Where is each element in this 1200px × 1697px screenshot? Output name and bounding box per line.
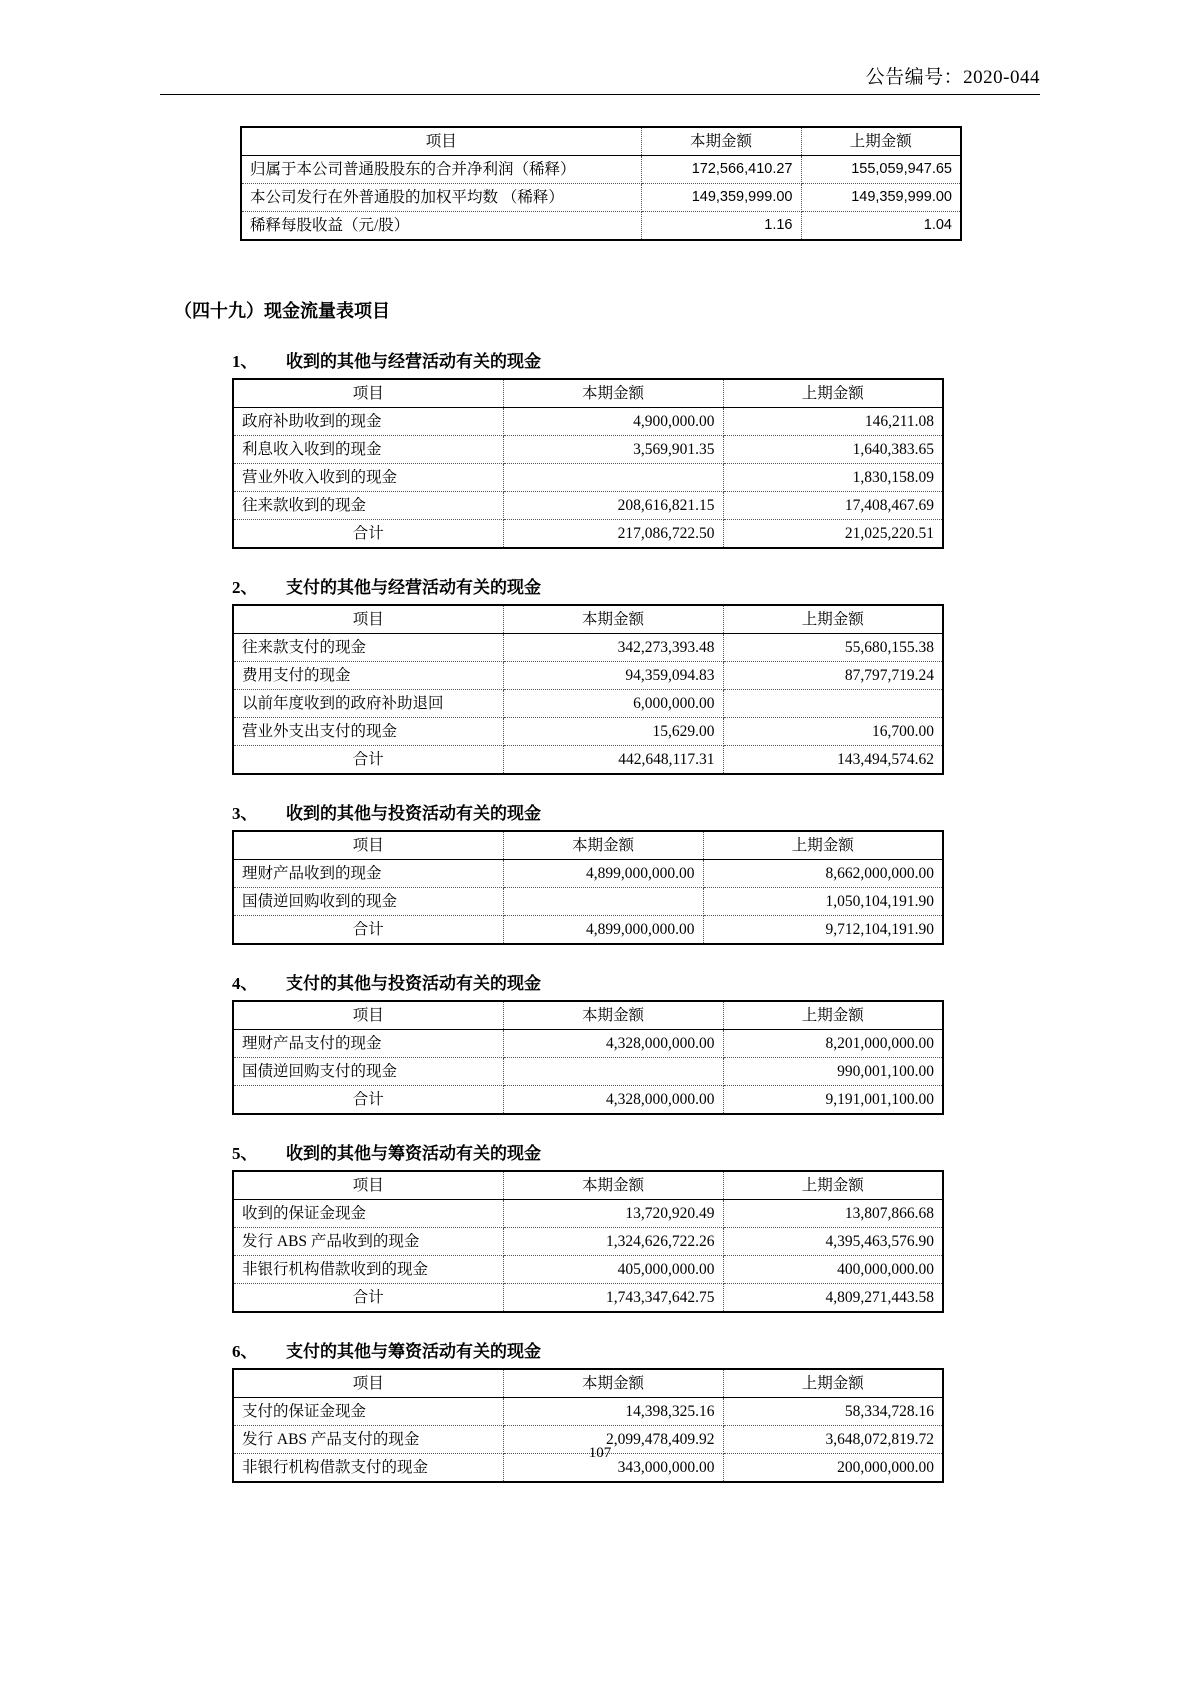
table-row-total — [233, 1086, 943, 1115]
column-header-item: 项目 — [233, 1001, 503, 1030]
cell-current: 342,273,393.48 — [503, 634, 723, 662]
column-header-current: 本期金额 — [503, 379, 723, 408]
header-divider — [160, 94, 1040, 95]
cell-label: 往来款收到的现金 — [233, 492, 503, 520]
cell-previous — [723, 690, 943, 718]
table-header-row — [233, 831, 943, 860]
table-row — [233, 662, 943, 690]
cell-total-label: 合计 — [233, 916, 503, 945]
cell-previous: 87,797,719.24 — [723, 662, 943, 690]
table-row-total — [233, 746, 943, 775]
cell-current: 1.16 — [641, 212, 801, 241]
cell-total-current: 442,648,117.31 — [503, 746, 723, 775]
announcement-number: 公告编号：2020-044 — [865, 67, 1040, 88]
table-row — [233, 408, 943, 436]
table-row-total — [233, 1284, 943, 1313]
table-row — [233, 888, 943, 916]
table-diluted-eps — [240, 126, 962, 241]
cell-label: 理财产品收到的现金 — [233, 860, 503, 888]
cell-label: 归属于本公司普通股股东的合并净利润（稀释） — [241, 156, 641, 184]
column-header-item: 项目 — [233, 831, 503, 860]
cell-previous: 400,000,000.00 — [723, 1256, 943, 1284]
table-header-row — [241, 127, 961, 156]
cell-current: 208,616,821.15 — [503, 492, 723, 520]
subsection-title-2 — [232, 573, 1040, 598]
cell-previous: 990,001,100.00 — [723, 1058, 943, 1086]
cell-previous: 17,408,467.69 — [723, 492, 943, 520]
cell-current — [503, 888, 703, 916]
cell-label: 稀释每股收益（元/股） — [241, 212, 641, 241]
cell-total-label: 合计 — [233, 746, 503, 775]
cell-label: 以前年度收到的政府补助退回 — [233, 690, 503, 718]
column-header-item: 项目 — [233, 379, 503, 408]
column-header-previous: 上期金额 — [723, 605, 943, 634]
page-header — [160, 62, 1040, 89]
cell-label: 政府补助收到的现金 — [233, 408, 503, 436]
column-header-current: 本期金额 — [503, 1171, 723, 1200]
cell-label: 非银行机构借款收到的现金 — [233, 1256, 503, 1284]
column-header-current: 本期金额 — [503, 605, 723, 634]
cell-previous: 1,050,104,191.90 — [703, 888, 943, 916]
cell-label: 利息收入收到的现金 — [233, 436, 503, 464]
cell-label: 国债逆回购支付的现金 — [233, 1058, 503, 1086]
column-header-previous: 上期金额 — [723, 1001, 943, 1030]
table-row — [233, 1256, 943, 1284]
table-row — [233, 690, 943, 718]
subsection-label-6: 支付的其他与筹资活动有关的现金 — [286, 1342, 541, 1361]
cell-current: 3,569,901.35 — [503, 436, 723, 464]
cell-label: 支付的保证金现金 — [233, 1398, 503, 1426]
cell-label: 收到的保证金现金 — [233, 1200, 503, 1228]
table-row — [233, 492, 943, 520]
cell-label: 发行 ABS 产品收到的现金 — [233, 1228, 503, 1256]
cell-total-current: 4,328,000,000.00 — [503, 1086, 723, 1115]
cell-total-label: 合计 — [233, 520, 503, 549]
cell-previous: 58,334,728.16 — [723, 1398, 943, 1426]
cell-current — [503, 464, 723, 492]
table-row — [233, 1058, 943, 1086]
cell-current: 2,099,478,409.92 — [503, 1426, 723, 1454]
subsection-title-1 — [232, 347, 1040, 372]
table-row — [233, 860, 943, 888]
cell-total-current: 1,743,347,642.75 — [503, 1284, 723, 1313]
cell-previous: 55,680,155.38 — [723, 634, 943, 662]
cell-previous: 8,201,000,000.00 — [723, 1030, 943, 1058]
table-wrap-6 — [232, 1368, 1040, 1483]
table-header-row — [233, 379, 943, 408]
cell-current: 13,720,920.49 — [503, 1200, 723, 1228]
cell-label: 非银行机构借款支付的现金 — [233, 1454, 503, 1483]
table-header-row — [233, 1369, 943, 1398]
cell-previous: 1.04 — [801, 212, 961, 241]
column-header-item: 项目 — [241, 127, 641, 156]
cell-current: 1,324,626,722.26 — [503, 1228, 723, 1256]
subsection-label-2: 支付的其他与经营活动有关的现金 — [286, 578, 541, 597]
table-other-cash-received-operating — [232, 378, 944, 549]
column-header-previous: 上期金额 — [723, 379, 943, 408]
cell-total-previous: 4,809,271,443.58 — [723, 1284, 943, 1313]
cell-current: 15,629.00 — [503, 718, 723, 746]
cell-previous: 1,640,383.65 — [723, 436, 943, 464]
page-number: 107 — [588, 1445, 612, 1461]
cell-label: 营业外支出支付的现金 — [233, 718, 503, 746]
cell-current: 343,000,000.00 — [503, 1454, 723, 1483]
table-other-cash-paid-financing — [232, 1368, 944, 1483]
table-row-total — [233, 520, 943, 549]
column-header-item: 项目 — [233, 605, 503, 634]
cell-label: 本公司发行在外普通股的加权平均数 （稀释） — [241, 184, 641, 212]
table-row — [233, 1398, 943, 1426]
subsection-title-6 — [232, 1337, 1040, 1362]
table-header-row — [233, 605, 943, 634]
cell-label: 理财产品支付的现金 — [233, 1030, 503, 1058]
cell-previous: 8,662,000,000.00 — [703, 860, 943, 888]
table-row — [241, 212, 961, 241]
cell-label: 往来款支付的现金 — [233, 634, 503, 662]
cell-label: 营业外收入收到的现金 — [233, 464, 503, 492]
table-wrap-2 — [232, 604, 1040, 775]
table-wrap-5 — [232, 1170, 1040, 1313]
subsection-label-4: 支付的其他与投资活动有关的现金 — [286, 974, 541, 993]
cell-total-current: 4,899,000,000.00 — [503, 916, 703, 945]
table-other-cash-received-investing — [232, 830, 944, 945]
table-header-row — [233, 1001, 943, 1030]
table-row — [233, 1200, 943, 1228]
table-wrap-3 — [232, 830, 1040, 945]
table-row — [233, 436, 943, 464]
column-header-previous: 上期金额 — [801, 127, 961, 156]
cell-previous: 146,211.08 — [723, 408, 943, 436]
table-other-cash-received-financing — [232, 1170, 944, 1313]
column-header-previous: 上期金额 — [723, 1171, 943, 1200]
cell-current: 172,566,410.27 — [641, 156, 801, 184]
table-wrap-4 — [232, 1000, 1040, 1115]
cell-current: 4,899,000,000.00 — [503, 860, 703, 888]
subsection-index-6: 6、 — [232, 1342, 258, 1361]
cell-total-previous: 9,191,001,100.00 — [723, 1086, 943, 1115]
cell-previous: 3,648,072,819.72 — [723, 1426, 943, 1454]
cell-previous: 155,059,947.65 — [801, 156, 961, 184]
table-row — [241, 184, 961, 212]
cell-current — [503, 1058, 723, 1086]
cell-current: 4,328,000,000.00 — [503, 1030, 723, 1058]
table-row — [233, 464, 943, 492]
cell-total-label: 合计 — [233, 1284, 503, 1313]
subsection-label-3: 收到的其他与投资活动有关的现金 — [286, 804, 541, 823]
table-row — [233, 634, 943, 662]
table-row-total — [233, 916, 943, 945]
subsection-title-5 — [232, 1139, 1040, 1164]
cell-current: 405,000,000.00 — [503, 1256, 723, 1284]
subsection-label-5: 收到的其他与筹资活动有关的现金 — [286, 1144, 541, 1163]
cell-total-current: 217,086,722.50 — [503, 520, 723, 549]
column-header-item: 项目 — [233, 1171, 503, 1200]
subsection-index-2: 2、 — [232, 578, 258, 597]
cell-previous: 149,359,999.00 — [801, 184, 961, 212]
subsection-title-3 — [232, 799, 1040, 824]
cell-previous: 4,395,463,576.90 — [723, 1228, 943, 1256]
table-row — [233, 718, 943, 746]
table-row — [233, 1228, 943, 1256]
cell-current: 6,000,000.00 — [503, 690, 723, 718]
cell-total-previous: 143,494,574.62 — [723, 746, 943, 775]
table-other-cash-paid-investing — [232, 1000, 944, 1115]
cell-previous: 1,830,158.09 — [723, 464, 943, 492]
cell-label: 国债逆回购收到的现金 — [233, 888, 503, 916]
table-row — [241, 156, 961, 184]
cell-current: 14,398,325.16 — [503, 1398, 723, 1426]
subsection-label-1: 收到的其他与经营活动有关的现金 — [286, 352, 541, 371]
subsection-index-1: 1、 — [232, 352, 258, 371]
cell-previous: 16,700.00 — [723, 718, 943, 746]
cell-label: 费用支付的现金 — [233, 662, 503, 690]
table-row — [233, 1030, 943, 1058]
cell-label: 发行 ABS 产品支付的现金 — [233, 1426, 503, 1454]
table-wrap-1 — [232, 378, 1040, 549]
table-other-cash-paid-operating — [232, 604, 944, 775]
subsection-index-3: 3、 — [232, 804, 258, 823]
subsection-title-4 — [232, 969, 1040, 994]
cell-current: 149,359,999.00 — [641, 184, 801, 212]
subsection-index-5: 5、 — [232, 1144, 258, 1163]
column-header-current: 本期金额 — [641, 127, 801, 156]
table-header-row — [233, 1171, 943, 1200]
column-header-current: 本期金额 — [503, 1001, 723, 1030]
cell-total-previous: 9,712,104,191.90 — [703, 916, 943, 945]
column-header-previous: 上期金额 — [723, 1369, 943, 1398]
column-header-item: 项目 — [233, 1369, 503, 1398]
cell-total-label: 合计 — [233, 1086, 503, 1115]
cell-previous: 13,807,866.68 — [723, 1200, 943, 1228]
column-header-current: 本期金额 — [503, 1369, 723, 1398]
cell-previous: 200,000,000.00 — [723, 1454, 943, 1483]
page-content — [160, 126, 1040, 1483]
column-header-previous: 上期金额 — [703, 831, 943, 860]
page-footer — [0, 1445, 1200, 1462]
column-header-current: 本期金额 — [503, 831, 703, 860]
cell-total-previous: 21,025,220.51 — [723, 520, 943, 549]
cell-current: 4,900,000.00 — [503, 408, 723, 436]
cell-current: 94,359,094.83 — [503, 662, 723, 690]
section-title: （四十九）现金流量表项目 — [174, 301, 390, 321]
subsection-index-4: 4、 — [232, 974, 258, 993]
